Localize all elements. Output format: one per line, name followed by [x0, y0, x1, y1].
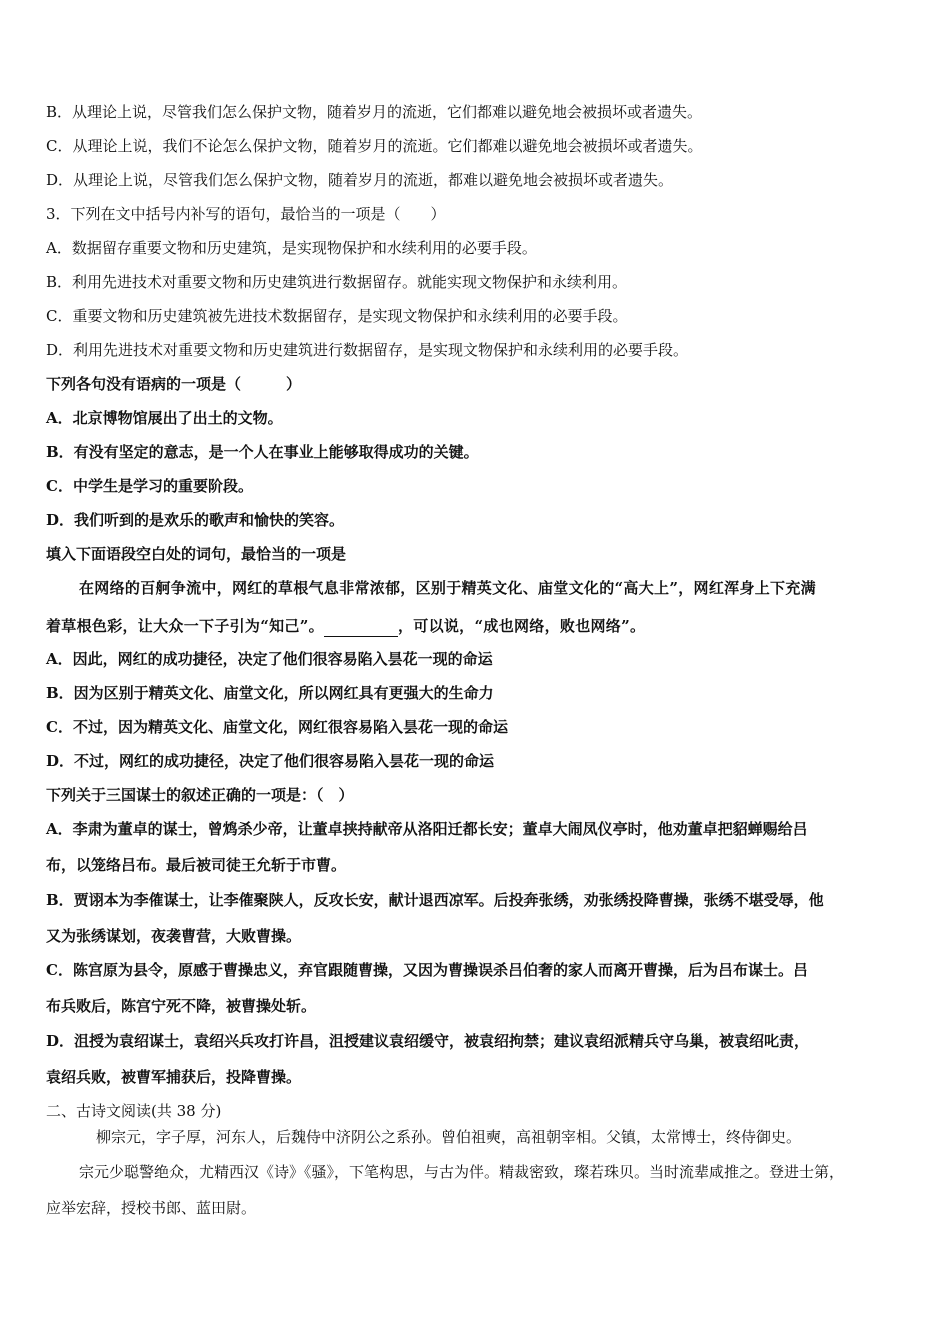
q5-option-d: D．不过，网红的成功捷径，决定了他们很容易陷入昙花一现的命运	[46, 752, 495, 770]
q4-stem: 下列各句没有语病的一项是（ ）	[46, 375, 302, 393]
q4-option-a: A．北京博物馆展出了出土的文物。	[46, 409, 283, 427]
section-2-paragraph-1: 柳宗元，字子厚，河东人，后魏侍中济阴公之系孙。曾伯祖奭，高祖朝宰相。父镇，太常博士，终侍御史。	[96, 1128, 802, 1146]
q3-option-a: A．数据留存重要文物和历史建筑，是实现物保护和水续利用的必要手段。	[46, 239, 537, 257]
q5-passage-after-blank: ，可以说，“成也网络，败也网络”。	[397, 617, 646, 635]
q6-option-b-line-1: B．贾诩本为李傕谋士，让李傕聚陕人，反攻长安，献计退西凉军。后投奔张绣，劝张绣投降曹操，张绣不堪受辱，他	[46, 891, 824, 909]
q5-option-b: B．因为区别于精英文化、庙堂文化，所以网红具有更强大的生命力	[46, 684, 494, 702]
q5-passage-line-2	[46, 616, 645, 637]
section-2-paragraph-2-line-1: 宗元少聪警绝众，尤精西汉《诗》《骚》，下笔构思，与古为伴。精裁密致，璨若珠贝。当时流辈咸推之。登进士第，	[79, 1163, 845, 1181]
q2-option-d: D．从理论上说，尽管我们怎么保护文物，随着岁月的流逝，都难以避免地会被损坏或者遗失。	[46, 171, 674, 189]
q6-option-d-line-2: 袁绍兵败，被曹军捕获后，投降曹操。	[46, 1068, 302, 1086]
q6-option-b-line-2: 又为张绣谋划，夜袭曹营，大败曹操。	[46, 927, 302, 945]
q5-option-a: A．因此，网红的成功捷径，决定了他们很容易陷入昙花一现的命运	[46, 650, 493, 668]
q6-stem: 下列关于三国谋士的叙述正确的一项是：（ ）	[46, 786, 354, 804]
q4-option-b: B．有没有坚定的意志，是一个人在事业上能够取得成功的关键。	[46, 443, 479, 461]
q3-option-b: B．利用先进技术对重要文物和历史建筑进行数据留存。就能实现文物保护和永续利用。	[46, 273, 628, 291]
q5-option-c: C．不过，因为精英文化、庙堂文化，网红很容易陷入昙花一现的命运	[46, 718, 508, 736]
q2-option-b: B．从理论上说，尽管我们怎么保护文物，随着岁月的流逝，它们都难以避免地会被损坏或者遗失。	[46, 103, 703, 121]
q6-option-c-line-1: C．陈宫原为县令，原感于曹操忠义，弃官跟随曹操，又因为曹操误杀吕伯奢的家人而离开曹操，后为吕布谋士。吕	[46, 961, 808, 979]
q2-option-c: C．从理论上说，我们不论怎么保护文物，随着岁月的流逝。它们都难以避免地会被损坏或者遗失。	[46, 137, 703, 155]
q3-option-d: D．利用先进技术对重要文物和历史建筑进行数据留存，是实现文物保护和永续利用的必要手段。	[46, 341, 689, 359]
q6-option-c-line-2: 布兵败后，陈宫宁死不降，被曹操处斩。	[46, 997, 317, 1015]
q3-option-c: C．重要文物和历史建筑被先进技术数据留存，是实现文物保护和永续利用的必要手段。	[46, 307, 628, 325]
q6-option-a-line-1: A．李肃为董卓的谋士，曾鸩杀少帝，让董卓挟持献帝从洛阳迁都长安；董卓大闹凤仪亭时，他劝董卓把貂蝉赐给吕	[46, 820, 808, 838]
q3-stem: 3．下列在文中括号内补写的语句，最恰当的一项是（ ）	[46, 205, 446, 223]
q4-option-d: D．我们听到的是欢乐的歌声和愉快的笑容。	[46, 511, 345, 529]
q5-passage-line-1: 在网络的百舸争流中，网红的草根气息非常浓郁，区别于精英文化、庙堂文化的“高大上”，网红浑身上下充满	[79, 579, 816, 597]
section-2-paragraph-2-line-2: 应举宏辞，授校书郎、蓝田尉。	[46, 1199, 257, 1217]
section-2-heading: 二、古诗文阅读(共 38 分)	[46, 1102, 222, 1120]
q5-passage-before-blank: 着草根色彩，让大众一下子引为“知己”。	[46, 617, 324, 635]
q5-answer-blank	[324, 616, 398, 637]
q6-option-d-line-1: D．沮授为袁绍谋士，袁绍兴兵攻打许昌，沮授建议袁绍缓守，被袁绍拘禁；建议袁绍派精兵守乌巢，被袁绍叱责，	[46, 1032, 810, 1050]
q5-stem: 填入下面语段空白处的词句，最恰当的一项是	[46, 545, 347, 563]
q4-option-c: C．中学生是学习的重要阶段。	[46, 477, 253, 495]
q6-option-a-line-2: 布，以笼络吕布。最后被司徒王允斩于市曹。	[46, 856, 347, 874]
